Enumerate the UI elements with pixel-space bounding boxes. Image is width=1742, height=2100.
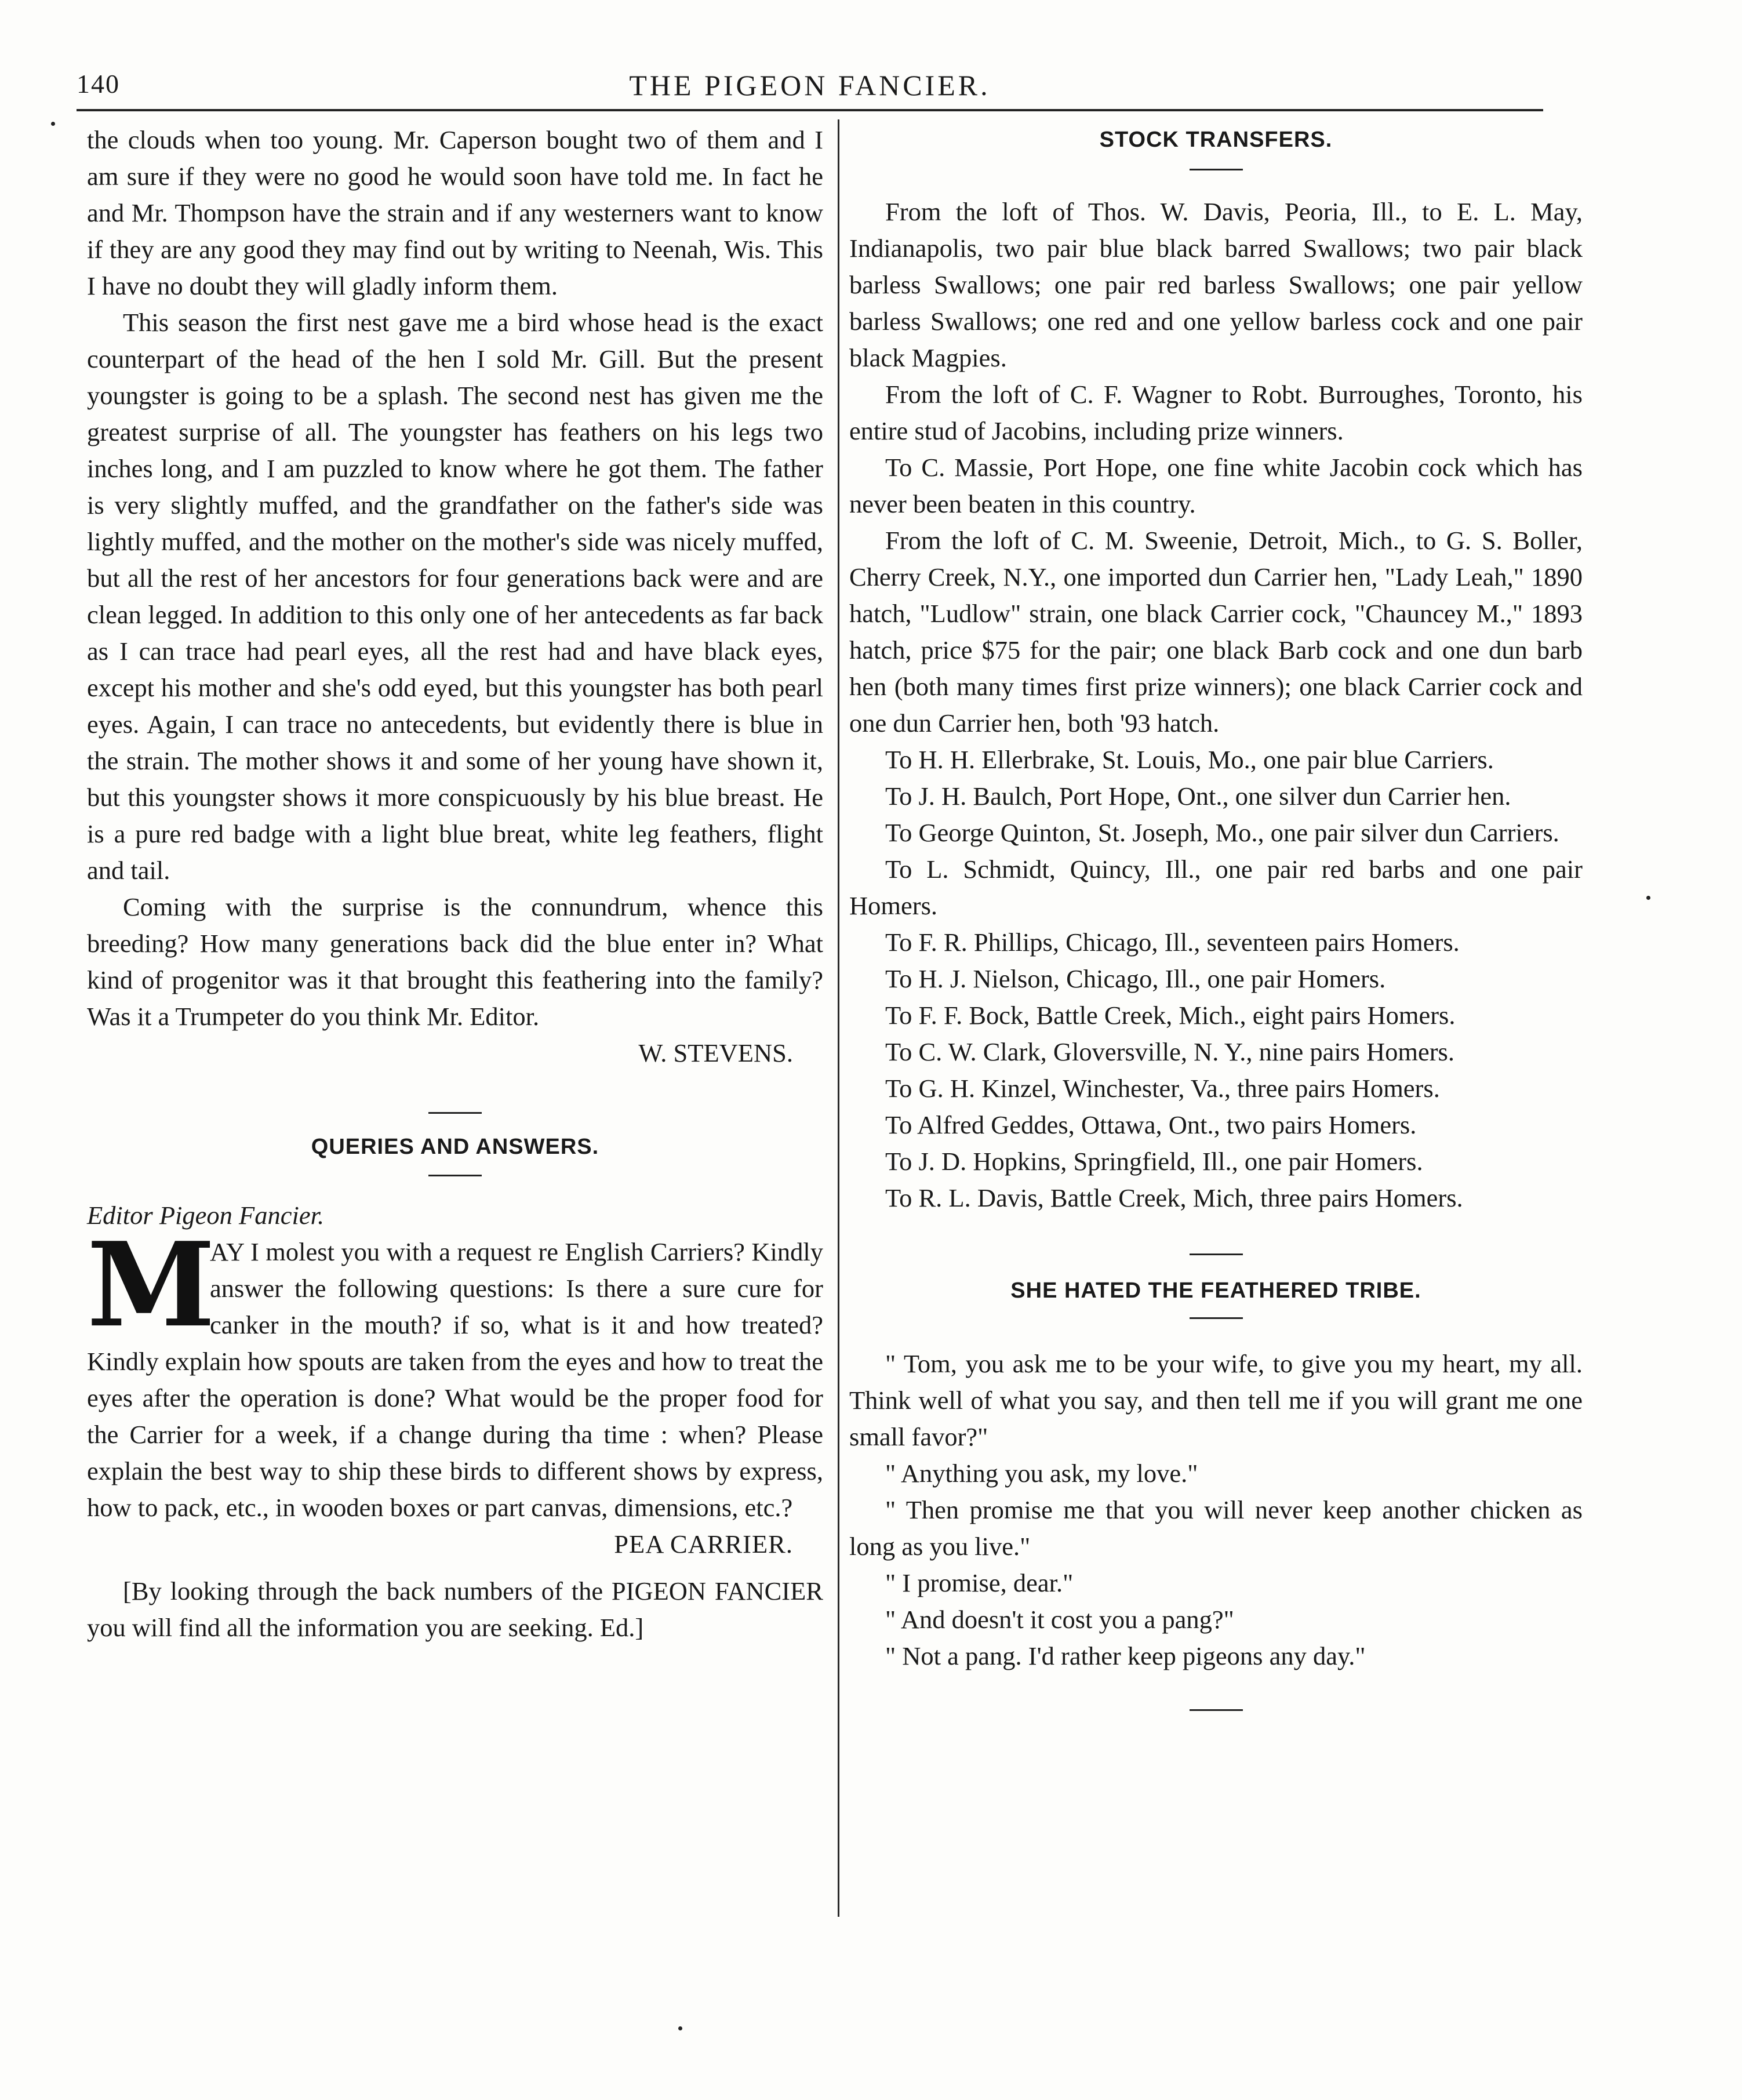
print-speck xyxy=(1646,896,1650,900)
transfer-entry: To J. D. Hopkins, Springfield, Ill., one pair Homers. xyxy=(885,1147,1423,1176)
story-paragraph: " Anything you ask, my love." xyxy=(885,1459,1198,1488)
transfer-entry: To F. R. Phillips, Chicago, Ill., seventeen pairs Homers. xyxy=(885,928,1460,957)
page-header xyxy=(77,68,1543,111)
transfer-entry: To F. F. Bock, Battle Creek, Mich., eight pairs Homers. xyxy=(885,1001,1456,1030)
transfer-entry: To Alfred Geddes, Ottawa, Ont., two pairs Homers. xyxy=(885,1110,1417,1139)
transfer-entry: To R. L. Davis, Battle Creek, Mich, three pairs Homers. xyxy=(885,1183,1463,1212)
story-paragraph: " Then promise me that you will never keep another chicken as long as you live." xyxy=(849,1495,1583,1561)
stock-transfers-heading: STOCK TRANSFERS. xyxy=(1099,128,1333,152)
queries-heading: QUERIES AND ANSWERS. xyxy=(311,1135,599,1159)
transfer-entry: To J. H. Baulch, Port Hope, Ont., one silver dun Carrier hen. xyxy=(885,782,1511,811)
transfer-entry: To H. H. Ellerbrake, St. Louis, Mo., one pair blue Carriers. xyxy=(885,745,1494,774)
transfer-entry: To C. W. Clark, Gloversville, N. Y., nine pairs Homers. xyxy=(885,1037,1454,1066)
transfer-entry: To C. Massie, Port Hope, one fine white Jacobin cock which has never been beaten in this country. xyxy=(849,453,1583,518)
section-rule xyxy=(1190,1709,1243,1711)
editor-reply: [By looking through the back numbers of the PIGEON FANCIER you will find all the information you are seeking. Ed.] xyxy=(87,1576,823,1642)
left-column xyxy=(87,122,823,1646)
transfer-entry: From the loft of C. F. Wagner to Robt. Burroughes, Toronto, his entire stud of Jacobins, including prize winners. xyxy=(849,380,1583,445)
query-signature: PEA CARRIER. xyxy=(614,1529,793,1558)
letter-paragraph: This season the first nest gave me a bird whose head is the exact counterpart of the head of the hen I sold Mr. Gill. But the present youngster is going to be a splash. The second nest has given me the greatest surprise of all. The youngster has feathers on his legs two inches long, and I am puzzled to know where he got them. The father is very slightly muffed, and the grandfather on the father's side was lightly muffed, and the mother on the mother's side was nicely muffed, but all the rest of her ancestors for four generations back were and are clean legged. In addition to this only one of her antecedents as far back as I can trace had pearl eyes, all the rest had and have black eyes, except his mother and she's odd eyed, but this youngster has both pearl eyes. Again, I can trace no antecedents, but evidently there is blue in the strain. The mother shows it and some of her young have shown it, but this youngster shows it more conspicuously by his blue breast. He is a pure red badge with a light blue breat, white leg feathers, flight and tail. xyxy=(87,308,823,885)
transfer-entry: To L. Schmidt, Quincy, Ill., one pair red barbs and one pair Homers. xyxy=(849,855,1583,920)
print-speck xyxy=(51,122,55,126)
story-paragraph: " I promise, dear." xyxy=(885,1568,1074,1597)
transfer-entry: To H. J. Nielson, Chicago, Ill., one pair Homers. xyxy=(885,964,1386,993)
print-speck xyxy=(678,2026,682,2030)
letter-signature: W. STEVENS. xyxy=(638,1038,793,1067)
query-paragraph xyxy=(87,1217,823,1526)
query-text: AY I molest you with a request re English Carriers? Kindly answer the following questions: Is there a sure cure for canker in the mouth? if so, what is it and how treated? Kindly explain how spouts are taken from the eyes and how to treat the eyes after the operation is done? What would be the proper food for the Carrier for a week, if a change during tha time : when? Please explain the best way to ship these birds to different shows by express, how to pack, etc., in wooden boxes or part canvas, dimensions, etc.? xyxy=(87,1237,823,1522)
story-paragraph: " And doesn't it cost you a pang?" xyxy=(885,1605,1234,1634)
story-heading: SHE HATED THE FEATHERED TRIBE. xyxy=(1010,1278,1421,1303)
page-number: 140 xyxy=(77,69,120,99)
drop-cap: M xyxy=(87,1217,216,1353)
column-divider xyxy=(838,119,839,1917)
salutation: Editor Pigeon Fancier. xyxy=(87,1201,325,1230)
letter-paragraph: Coming with the surprise is the connundrum, whence this breeding? How many generations back did the blue enter in? What kind of progenitor was it that brought this feathering into the family? Was it a Trumpeter do you think Mr. Editor. xyxy=(87,892,823,1031)
right-column xyxy=(849,122,1583,1711)
transfer-entry: From the loft of C. M. Sweenie, Detroit, Mich., to G. S. Boller, Cherry Creek, N.Y., one imported dun Carrier hen, "Lady Leah," 1890 hatch, "Ludlow" strain, one black Carrier cock, "Chauncey M.," 1893 hatch, price $75 for the pair; one black Barb cock and one dun barb hen (both many times first prize winners); one black Carrier cock and one dun Carrier hen, both '93 hatch. xyxy=(849,526,1583,737)
letter-paragraph: the clouds when too young. Mr. Caperson bought two of them and I am sure if they were no good he would soon have told me. In fact he and Mr. Thompson have the strain and if any westerners want to know if they are any good they may find out by writing to Neenah, Wis. This I have no doubt they will gladly inform them. xyxy=(87,125,823,300)
running-title: THE PIGEON FANCIER. xyxy=(629,69,991,101)
transfer-entry: From the loft of Thos. W. Davis, Peoria, Ill., to E. L. May, Indianapolis, two pair blue black barred Swallows; two pair black barless Swallows; one pair red barless Swallows; one pair yellow barless Swallows; one red and one yellow barless cock and one pair black Magpies. xyxy=(849,197,1583,372)
story-paragraph: " Not a pang. I'd rather keep pigeons any day." xyxy=(885,1641,1366,1670)
transfer-entry: To G. H. Kinzel, Winchester, Va., three pairs Homers. xyxy=(885,1074,1440,1103)
story-paragraph: " Tom, you ask me to be your wife, to give you my heart, my all. Think well of what you say, and then tell me if you will grant me one small favor?" xyxy=(849,1349,1583,1451)
transfer-entry: To George Quinton, St. Joseph, Mo., one pair silver dun Carriers. xyxy=(885,818,1559,847)
